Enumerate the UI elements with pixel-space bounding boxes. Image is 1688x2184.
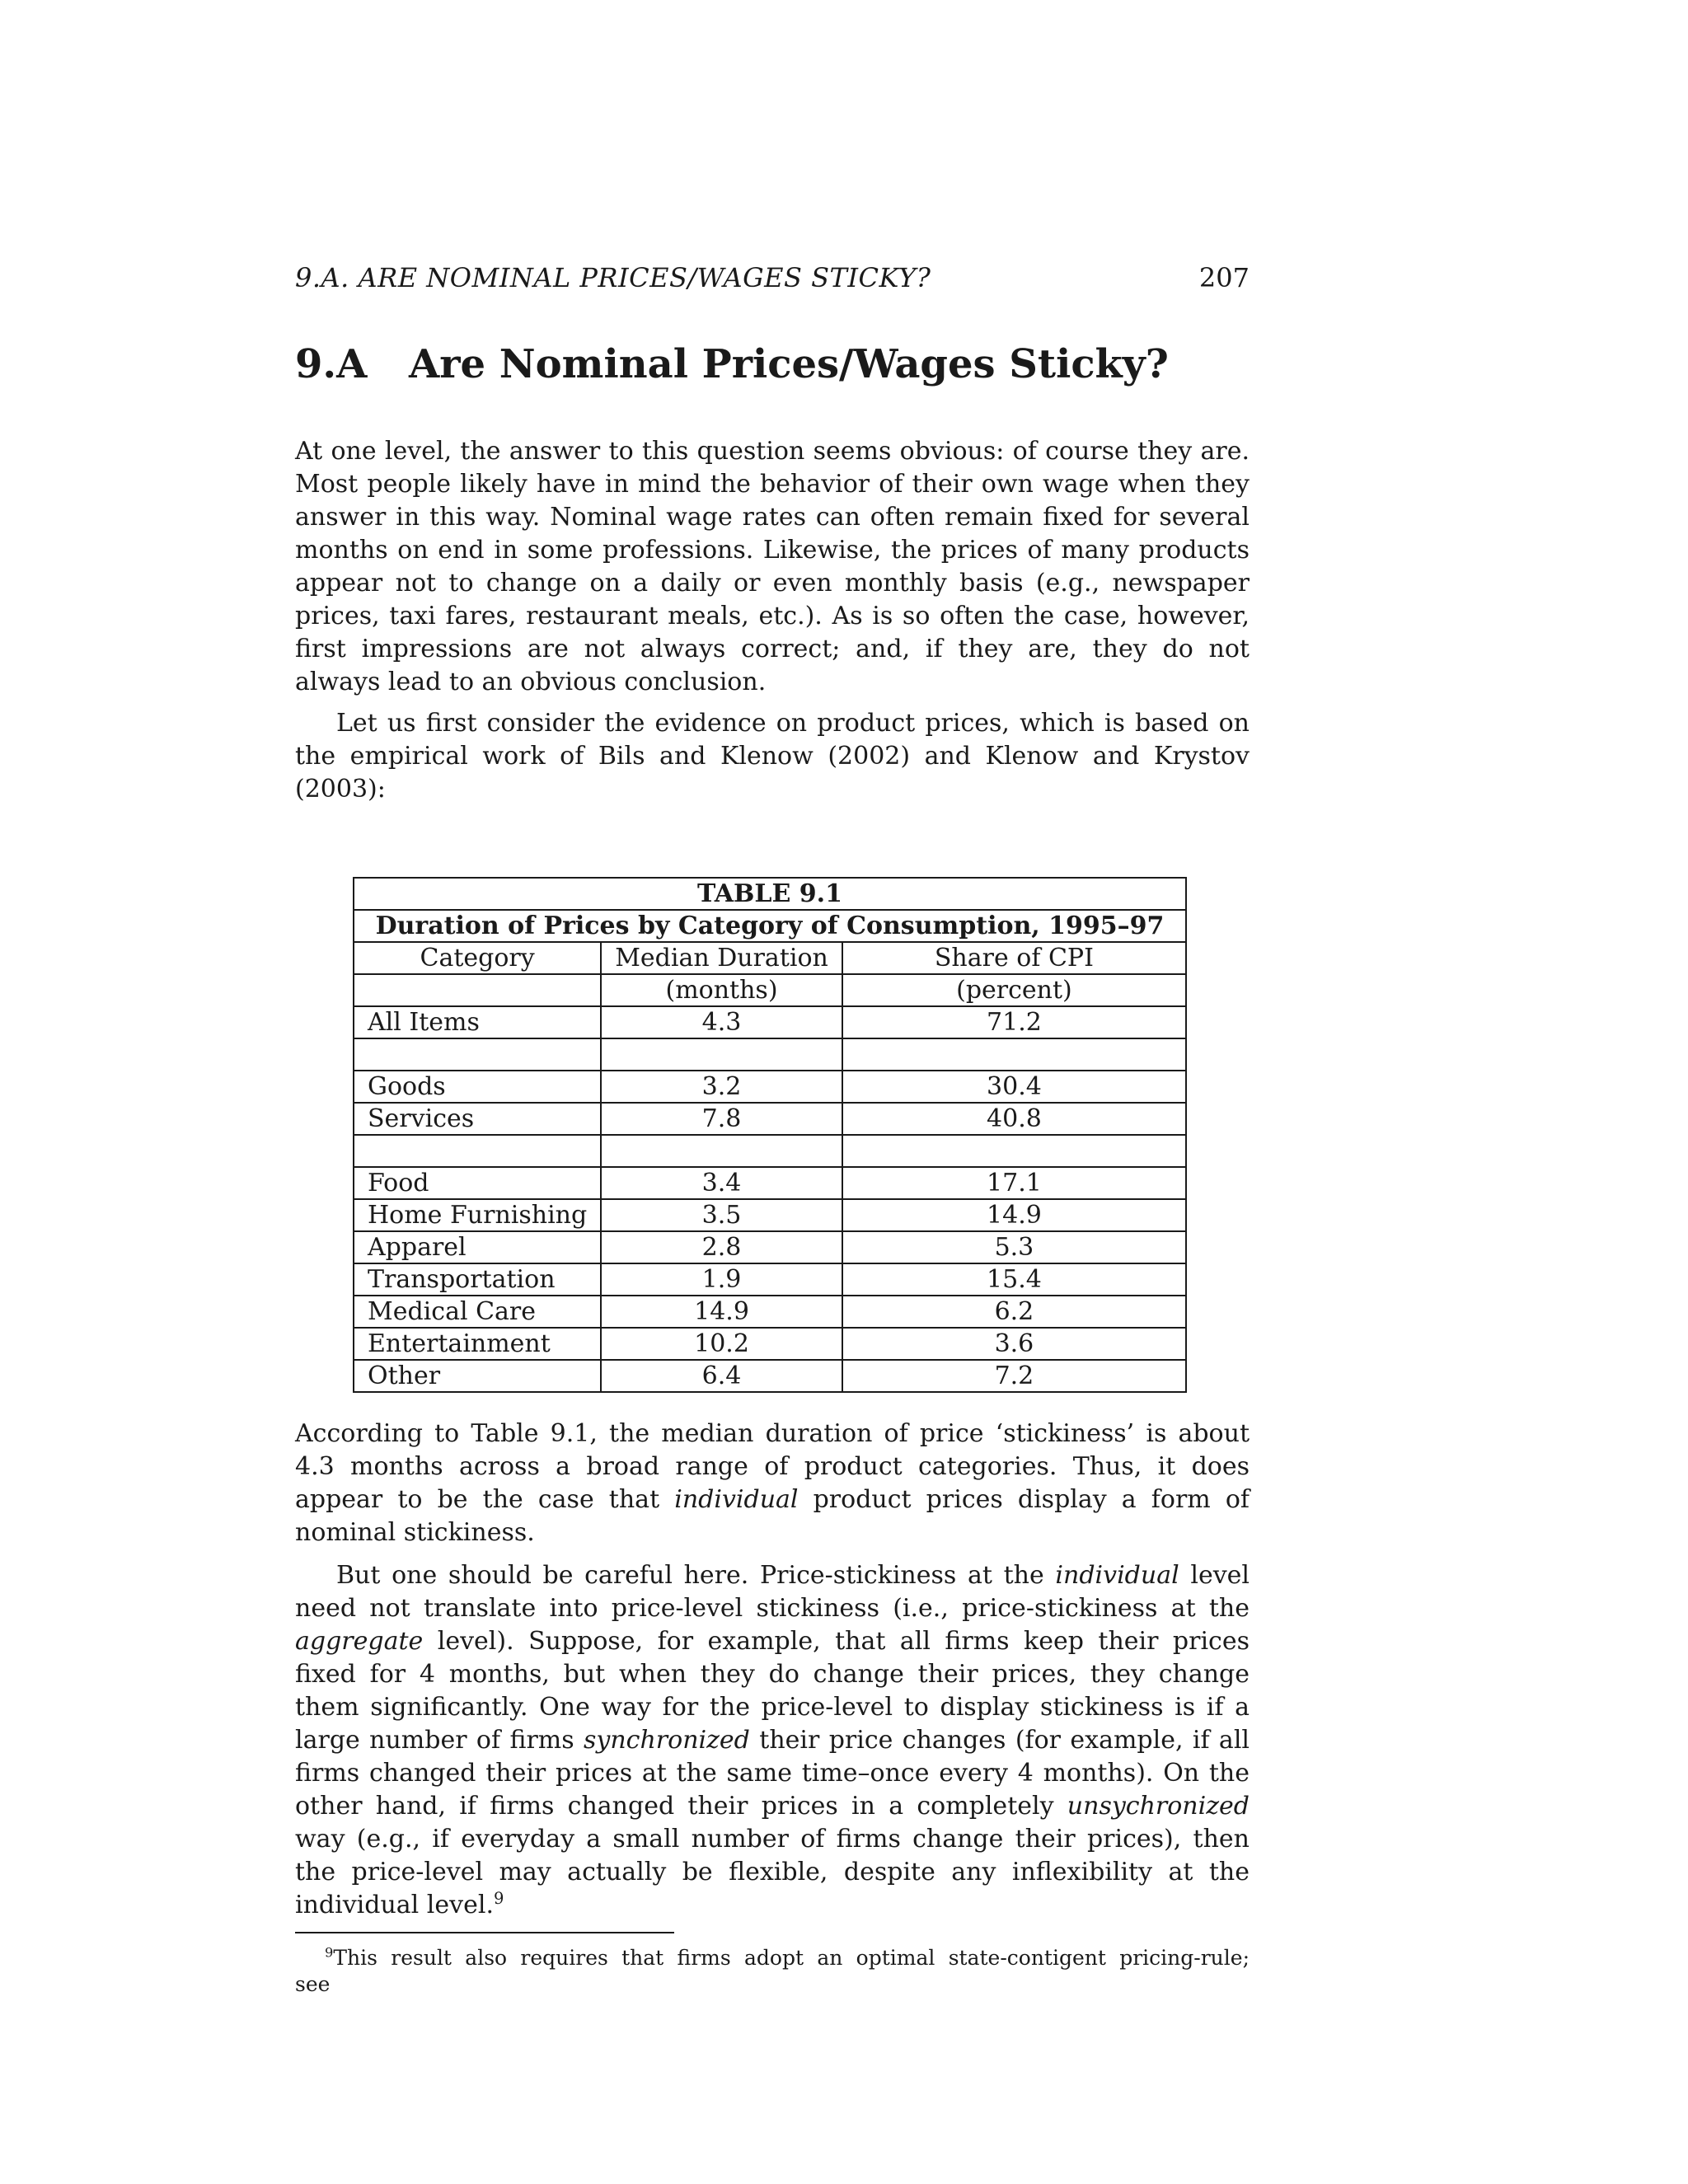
cell-category xyxy=(354,1135,601,1167)
table-title-row xyxy=(354,878,1186,910)
paragraph-intro: At one level, the answer to this question seems obvious: of course they are. Most people likely have in mind the behavior of their own wage when they answer in this way. Nominal wage rates can often remain fixed for several months on end in some professions. Likewise, the prices of many products appear not to change on a daily or even monthly basis (e.g., newspaper prices, taxi fares, restaurant meals, etc.). As is so often the case, however, first impressions are not always correct; and, if they are, they do not always lead to an obvious conclusion. xyxy=(295,437,1250,696)
table-row xyxy=(354,1167,1186,1199)
cell-share-of-cpi: 7.2 xyxy=(842,1360,1186,1392)
text-run: level). Suppose, for example, that all firms keep their prices fixed for 4 months, but when they do change their prices, they change them significantly. One way for the price-level to display stickiness is if a large number of firms xyxy=(295,1627,1250,1755)
cell-median-duration: 14.9 xyxy=(601,1296,842,1328)
table-subtitle: Duration of Prices by Category of Consumption, 1995–97 xyxy=(354,910,1186,942)
footnote xyxy=(295,1945,1250,1998)
duration-table xyxy=(353,877,1187,1393)
table-row xyxy=(354,1038,1186,1071)
paragraph-evidence: Let us first consider the evidence on product prices, which is based on the empirical work of Bils and Klenow (2002) and Klenow and Krystov (2003): xyxy=(295,709,1250,804)
book-page xyxy=(295,262,1250,2018)
table-row xyxy=(354,1296,1186,1328)
cell-median-duration: 3.2 xyxy=(601,1071,842,1103)
table-header-row xyxy=(354,942,1186,974)
cell-median-duration xyxy=(601,1135,842,1167)
cell-category: Home Furnishing xyxy=(354,1199,601,1231)
cell-share-of-cpi xyxy=(842,1135,1186,1167)
table-subtitle-row xyxy=(354,910,1186,942)
cell-category: Other xyxy=(354,1360,601,1392)
running-head xyxy=(295,262,1250,302)
table-9-1 xyxy=(353,877,1187,1393)
footnote-mark: 9 xyxy=(325,1944,334,1961)
cell-category: Entertainment xyxy=(354,1328,601,1360)
table-units-row xyxy=(354,974,1186,1006)
emphasis-text: individual xyxy=(1055,1561,1179,1590)
page-number: 207 xyxy=(1198,262,1250,293)
header-median-duration: Median Duration xyxy=(601,942,842,974)
cell-share-of-cpi: 3.6 xyxy=(842,1328,1186,1360)
cell-median-duration: 6.4 xyxy=(601,1360,842,1392)
cell-share-of-cpi: 40.8 xyxy=(842,1103,1186,1135)
table-row xyxy=(354,1135,1186,1167)
cell-category: Services xyxy=(354,1103,601,1135)
table-row xyxy=(354,1328,1186,1360)
units-median-duration: (months) xyxy=(601,974,842,1006)
cell-share-of-cpi: 6.2 xyxy=(842,1296,1186,1328)
cell-category: Food xyxy=(354,1167,601,1199)
text-run: level need not translate into price-level stickiness (i.e., price-stickiness at the xyxy=(295,1561,1250,1623)
cell-category: Transportation xyxy=(354,1263,601,1296)
text-run: According to Table 9.1, the median duration of price ‘stickiness’ is about 4.3 months across a broad range of product categories. Thus, it does appear to be the case that xyxy=(295,1419,1250,1514)
cell-median-duration: 4.3 xyxy=(601,1006,842,1038)
cell-median-duration: 3.4 xyxy=(601,1167,842,1199)
text-run: way (e.g., if everyday a small number of firms change their prices), then the price-level may actually be flexible, despite any inflexibility at the individual level. xyxy=(295,1825,1250,1919)
cell-category: All Items xyxy=(354,1006,601,1038)
cell-category: Medical Care xyxy=(354,1296,601,1328)
emphasis-text: aggregate xyxy=(295,1627,424,1656)
table-row xyxy=(354,1006,1186,1038)
units-category xyxy=(354,974,601,1006)
paragraph-aggregate xyxy=(295,1559,1250,1922)
cell-median-duration: 2.8 xyxy=(601,1231,842,1263)
emphasis-text: unsychronized xyxy=(1067,1792,1250,1821)
cell-share-of-cpi: 14.9 xyxy=(842,1199,1186,1231)
cell-category xyxy=(354,1038,601,1071)
cell-share-of-cpi xyxy=(842,1038,1186,1071)
cell-share-of-cpi: 15.4 xyxy=(842,1263,1186,1296)
table-row xyxy=(354,1263,1186,1296)
cell-median-duration: 7.8 xyxy=(601,1103,842,1135)
units-share-of-cpi: (percent) xyxy=(842,974,1186,1006)
section-number: 9.A xyxy=(295,341,368,387)
table-row xyxy=(354,1071,1186,1103)
emphasis-text: synchronized xyxy=(584,1726,750,1755)
cell-category: Goods xyxy=(354,1071,601,1103)
text-run: their price changes (for example, if all firms changed their prices at the same time–once every 4 months). On the other hand, if firms changed their prices in a completely xyxy=(295,1726,1250,1821)
section-heading xyxy=(295,341,1250,396)
cell-share-of-cpi: 71.2 xyxy=(842,1006,1186,1038)
cell-share-of-cpi: 5.3 xyxy=(842,1231,1186,1263)
text-run: product prices display a form of nominal stickiness. xyxy=(295,1485,1250,1547)
paragraph-table-discussion xyxy=(295,1418,1250,1549)
cell-share-of-cpi: 17.1 xyxy=(842,1167,1186,1199)
emphasis-text: individual xyxy=(674,1485,799,1514)
text-run: But one should be careful here. Price-stickiness at the xyxy=(336,1561,1056,1590)
table-row xyxy=(354,1360,1186,1392)
cell-share-of-cpi: 30.4 xyxy=(842,1071,1186,1103)
header-category: Category xyxy=(354,942,601,974)
cell-median-duration: 1.9 xyxy=(601,1263,842,1296)
header-share-of-cpi: Share of CPI xyxy=(842,942,1186,974)
cell-median-duration xyxy=(601,1038,842,1071)
footnote-divider xyxy=(295,1932,674,1933)
footnote-text: This result also requires that firms adopt an optimal state-contigent pricing-rule; see xyxy=(295,1946,1250,1996)
table-row xyxy=(354,1231,1186,1263)
cell-median-duration: 3.5 xyxy=(601,1199,842,1231)
table-row xyxy=(354,1199,1186,1231)
section-title: Are Nominal Prices/Wages Sticky? xyxy=(409,341,1169,387)
footnote-reference[interactable]: 9 xyxy=(493,1889,504,1908)
table-title: TABLE 9.1 xyxy=(354,878,1186,910)
cell-median-duration: 10.2 xyxy=(601,1328,842,1360)
table-row xyxy=(354,1103,1186,1135)
cell-category: Apparel xyxy=(354,1231,601,1263)
running-head-title: 9.A. ARE NOMINAL PRICES/WAGES STICKY? xyxy=(295,262,931,293)
